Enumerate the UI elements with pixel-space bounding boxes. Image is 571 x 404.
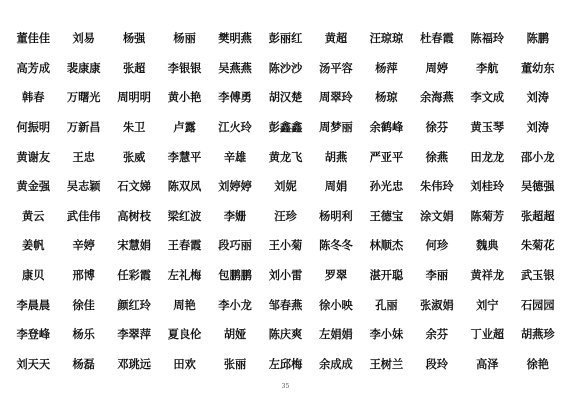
name-cell: 王忠 <box>72 149 95 164</box>
name-cell: 邢博 <box>72 267 95 282</box>
name-cell: 周翠玲 <box>319 90 353 105</box>
name-cell: 李小妹 <box>369 327 404 342</box>
name-cell: 黄玉琴 <box>470 119 505 134</box>
name-cell: 汪珍 <box>274 208 297 223</box>
name-cell: 徐燕 <box>425 149 449 164</box>
name-cell: 李慧平 <box>167 149 202 164</box>
name-cell: 李银银 <box>167 60 202 75</box>
name-cell: 吴志颖 <box>66 179 101 194</box>
name-cell: 石园园 <box>520 297 555 312</box>
name-cell: 湛开聪 <box>369 267 404 282</box>
name-cell: 胡娅 <box>223 327 247 342</box>
name-grid <box>8 24 563 379</box>
name-cell: 周婷 <box>425 60 449 75</box>
name-cell: 刘涛 <box>526 119 549 134</box>
name-cell: 朱伟玲 <box>420 179 454 194</box>
name-cell: 刘桂玲 <box>470 179 505 194</box>
name-cell: 裴康康 <box>66 60 101 75</box>
name-cell: 吴燕燕 <box>218 60 252 75</box>
name-cell: 孙光忠 <box>369 179 404 194</box>
name-cell: 刘易 <box>72 31 95 46</box>
name-cell: 陈庆爽 <box>268 327 303 342</box>
name-cell: 王春霞 <box>167 238 202 253</box>
name-cell: 段玲 <box>425 356 449 371</box>
name-cell: 董幼东 <box>520 60 555 75</box>
name-cell: 李登峰 <box>16 327 51 342</box>
name-cell: 张超 <box>122 60 146 75</box>
name-cell: 胡汉楚 <box>268 90 303 105</box>
name-cell: 左礼梅 <box>167 267 202 282</box>
name-cell: 陈菊芳 <box>470 208 505 223</box>
name-cell: 李晨晨 <box>16 297 51 312</box>
name-cell: 朱卫 <box>122 119 146 134</box>
name-cell: 王德宝 <box>369 208 404 223</box>
name-cell: 辛婷 <box>72 238 95 253</box>
name-cell: 邵小龙 <box>520 149 555 164</box>
name-cell: 张超超 <box>520 208 555 223</box>
name-cell: 高芳成 <box>16 60 51 75</box>
name-cell: 周梦丽 <box>319 119 353 134</box>
name-cell: 李文成 <box>470 90 505 105</box>
name-cell: 杨明利 <box>319 208 353 223</box>
name-cell: 黄云 <box>22 208 45 223</box>
name-cell: 韩春 <box>22 90 45 105</box>
name-cell: 刘涛 <box>526 90 549 105</box>
name-cell: 胡燕 <box>324 149 348 164</box>
name-cell: 刘婷婷 <box>218 179 252 194</box>
name-cell: 高泽 <box>476 356 499 371</box>
name-cell: 王树兰 <box>369 356 404 371</box>
name-cell: 孔丽 <box>375 297 398 312</box>
name-cell: 余海燕 <box>420 90 454 105</box>
name-cell: 夏良伦 <box>167 327 202 342</box>
name-cell: 何珍 <box>425 238 449 253</box>
name-cell: 武玉银 <box>520 267 555 282</box>
name-cell: 黄谢友 <box>16 149 51 164</box>
name-cell: 陈冬冬 <box>319 238 353 253</box>
name-cell: 杨乐 <box>72 327 95 342</box>
name-cell: 段巧丽 <box>218 238 252 253</box>
name-cell: 黄龙飞 <box>268 149 303 164</box>
name-cell: 余芬 <box>425 327 449 342</box>
name-cell: 左娟娟 <box>319 327 353 342</box>
name-cell: 李傅勇 <box>218 90 252 105</box>
name-cell: 田欢 <box>173 356 196 371</box>
name-cell: 宋慧娟 <box>117 238 151 253</box>
name-cell: 卢露 <box>173 119 196 134</box>
name-cell: 江火玲 <box>218 119 252 134</box>
name-cell: 高树枝 <box>117 208 151 223</box>
name-cell: 陈福玲 <box>470 31 505 46</box>
name-cell: 彭鑫鑫 <box>268 119 303 134</box>
name-cell: 黄金强 <box>16 179 51 194</box>
name-cell: 黄超 <box>324 31 348 46</box>
name-cell: 樊明燕 <box>218 31 252 46</box>
name-cell: 徐芬 <box>425 119 449 134</box>
name-cell: 徐艳 <box>526 356 549 371</box>
name-cell: 彭丽红 <box>268 31 303 46</box>
name-cell: 张淑娟 <box>420 297 454 312</box>
name-cell: 周艳 <box>173 297 196 312</box>
name-cell: 杨磊 <box>72 356 95 371</box>
name-cell: 张丽 <box>223 356 247 371</box>
name-cell: 陈双凤 <box>167 179 202 194</box>
name-cell: 周娟 <box>324 179 348 194</box>
name-cell: 李航 <box>476 60 499 75</box>
name-cell: 王小菊 <box>268 238 303 253</box>
name-cell: 杨琼 <box>375 90 398 105</box>
name-cell: 严亚平 <box>369 149 404 164</box>
name-cell: 陈沙沙 <box>268 60 303 75</box>
name-cell: 涂文娟 <box>420 208 454 223</box>
name-cell: 田龙龙 <box>470 149 505 164</box>
name-cell: 汪琼琼 <box>369 31 404 46</box>
name-cell: 董佳佳 <box>16 31 51 46</box>
name-cell: 罗翠 <box>324 267 348 282</box>
name-cell: 李丽 <box>425 267 449 282</box>
name-cell: 任彩霞 <box>117 267 151 282</box>
name-cell: 包鹏鹏 <box>218 267 252 282</box>
name-cell: 邓珧远 <box>117 356 151 371</box>
name-cell: 杜春霞 <box>420 31 454 46</box>
name-cell: 魏典 <box>476 238 499 253</box>
name-cell: 何振明 <box>16 119 51 134</box>
name-cell: 余成成 <box>319 356 353 371</box>
name-cell: 刘宁 <box>476 297 499 312</box>
name-cell: 刘小雷 <box>268 267 303 282</box>
name-cell: 杨萍 <box>375 60 398 75</box>
name-cell: 丁业超 <box>470 327 505 342</box>
name-cell: 朱菊花 <box>520 238 555 253</box>
name-cell: 左邱梅 <box>268 356 303 371</box>
name-cell: 刘妮 <box>274 179 297 194</box>
page-number: 35 <box>281 383 290 390</box>
name-cell: 李姗 <box>223 208 247 223</box>
name-cell: 李小龙 <box>218 297 252 312</box>
name-cell: 陈鹏 <box>526 31 549 46</box>
name-cell: 万曙光 <box>66 90 101 105</box>
name-cell: 刘天天 <box>16 356 51 371</box>
name-cell: 康贝 <box>22 267 45 282</box>
name-cell: 姜帆 <box>22 238 45 253</box>
name-cell: 杨丽 <box>173 31 196 46</box>
name-cell: 梁红波 <box>167 208 202 223</box>
name-cell: 武佳伟 <box>66 208 101 223</box>
name-cell: 颜红玲 <box>117 297 151 312</box>
name-cell: 张威 <box>122 149 146 164</box>
name-cell: 徐小映 <box>319 297 353 312</box>
name-cell: 黄小艳 <box>167 90 202 105</box>
name-cell: 杨强 <box>122 31 146 46</box>
name-cell: 邹春燕 <box>268 297 303 312</box>
name-cell: 汤平容 <box>319 60 353 75</box>
name-cell: 李翠萍 <box>117 327 151 342</box>
name-cell: 周明明 <box>117 90 151 105</box>
name-cell: 黄祥龙 <box>470 267 505 282</box>
name-cell: 余鹤峰 <box>369 119 404 134</box>
name-cell: 徐佳 <box>72 297 95 312</box>
name-cell: 石文娣 <box>117 179 151 194</box>
name-cell: 万新昌 <box>66 119 101 134</box>
name-cell: 胡燕珍 <box>520 327 555 342</box>
name-cell: 林顺杰 <box>369 238 404 253</box>
name-cell: 辛雄 <box>223 149 247 164</box>
name-cell: 吴德强 <box>520 179 555 194</box>
